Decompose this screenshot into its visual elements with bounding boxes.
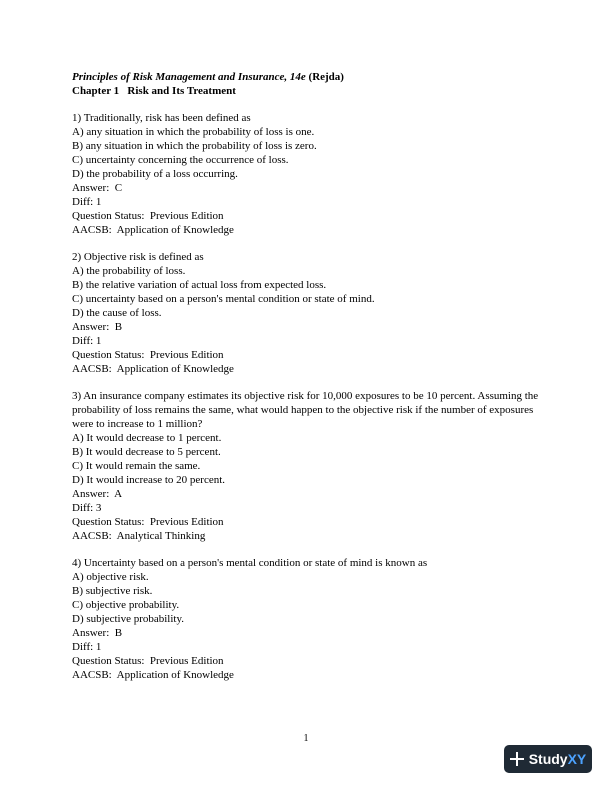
answer-option: D) subjective probability. — [72, 613, 185, 625]
difficulty: Diff: 3 — [72, 502, 102, 514]
answer-option: D) the probability of a loss occurring. — [72, 168, 238, 180]
difficulty: Diff: 1 — [72, 641, 102, 653]
chapter-title: Chapter 1 Risk and Its Treatment — [72, 85, 236, 97]
question-text: 4) Uncertainty based on a person's mental condition or state of mind is known as — [72, 557, 428, 569]
answer-option: B) subjective risk. — [72, 585, 153, 597]
aacsb-tag: AACSB: Application of Knowledge — [72, 669, 234, 681]
difficulty: Diff: 1 — [72, 196, 102, 208]
answer-key: Answer: A — [72, 488, 123, 500]
answer-option: D) the cause of loss. — [72, 307, 162, 319]
book-title-line — [72, 70, 542, 84]
difficulty: Diff: 1 — [72, 335, 102, 347]
brand-accent: XY — [567, 751, 587, 767]
plus-icon — [510, 752, 524, 766]
question-status: Question Status: Previous Edition — [72, 516, 224, 528]
answer-option: A) objective risk. — [72, 571, 149, 583]
brand-name: Study — [528, 751, 568, 767]
aacsb-tag: AACSB: Application of Knowledge — [72, 363, 234, 375]
question-text: 3) An insurance company estimates its objective risk for 10,000 exposures to be 10 percent. Assuming the probability of loss remains the same, what would happen to the objective risk if the number of exposures were to increase to 1 million? — [72, 390, 539, 430]
aacsb-tag: AACSB: Application of Knowledge — [72, 224, 234, 236]
question-text: 2) Objective risk is defined as — [72, 251, 204, 263]
question-block — [72, 111, 542, 237]
answer-option: C) uncertainty concerning the occurrence of loss. — [72, 154, 289, 166]
question-status: Question Status: Previous Edition — [72, 655, 224, 667]
question-status: Question Status: Previous Edition — [72, 349, 224, 361]
answer-option: C) objective probability. — [72, 599, 180, 611]
answer-option: B) the relative variation of actual loss from expected loss. — [72, 279, 327, 291]
document-page — [72, 70, 542, 682]
answer-option: A) any situation in which the probability of loss is one. — [72, 126, 315, 138]
answer-option: C) uncertainty based on a person's mental condition or state of mind. — [72, 293, 375, 305]
answer-option: D) It would increase to 20 percent. — [72, 474, 226, 486]
answer-key: Answer: B — [72, 627, 123, 639]
answer-key: Answer: C — [72, 182, 123, 194]
question-status: Question Status: Previous Edition — [72, 210, 224, 222]
aacsb-tag: AACSB: Analytical Thinking — [72, 530, 206, 542]
answer-option: C) It would remain the same. — [72, 460, 201, 472]
book-title: Principles of Risk Management and Insurance, 14e — [72, 71, 306, 83]
book-author: (Rejda) — [305, 71, 344, 83]
question-text: 1) Traditionally, risk has been defined as — [72, 112, 251, 124]
page-number: 1 — [303, 733, 309, 744]
answer-key: Answer: B — [72, 321, 123, 333]
question-block — [72, 389, 542, 543]
studyxy-badge[interactable] — [504, 745, 592, 773]
answer-option: B) any situation in which the probability of loss is zero. — [72, 140, 317, 152]
question-block — [72, 556, 542, 682]
question-block — [72, 250, 542, 376]
answer-option: B) It would decrease to 5 percent. — [72, 446, 221, 458]
answer-option: A) the probability of loss. — [72, 265, 186, 277]
answer-option: A) It would decrease to 1 percent. — [72, 432, 222, 444]
